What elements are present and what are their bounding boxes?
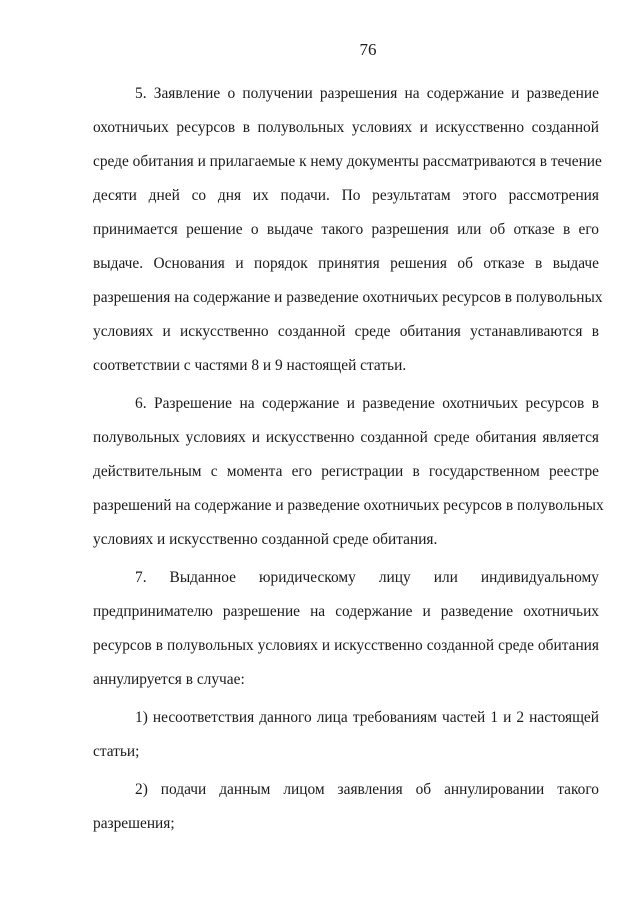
text-line: 5. Заявление о получении разрешения на содержание и разведение [135,85,599,102]
text-line: разрешения; [93,815,175,832]
text-line: разрешения на содержание и разведение охотничьих ресурсов в полувольных [93,289,603,306]
text-line: принимается решение о выдаче такого разрешения или об отказе в его [93,221,599,238]
paragraph-5 [93,77,603,383]
list-item-1 [93,701,599,769]
text-line: действительным с момента его регистрации в государственном реестре [93,463,599,480]
document-body [93,77,604,841]
text-line: ресурсов в полувольных условиях и искусственно созданной среде обитания [93,637,599,654]
paragraph-7 [93,561,599,697]
text-line: разрешений на содержание и разведение охотничьих ресурсов в полувольных [93,497,604,514]
text-line: 1) несоответствия данного лица требованиям частей 1 и 2 настоящей [135,709,599,726]
text-line: десяти дней со дня их подачи. По результатам этого рассмотрения [93,187,599,204]
text-line: условиях и искусственно созданной среде обитания устанавливаются в [93,323,599,340]
text-line: 7. Выданное юридическому лицу или индивидуальному [135,569,599,586]
page-number: 76 [359,40,377,59]
text-line: предпринимателю разрешение на содержание и разведение охотничьих [93,603,599,620]
list-item-2 [93,773,599,841]
text-line: соответствии с частями 8 и 9 настоящей статьи. [93,357,407,374]
text-line: условиях и искусственно созданной среде обитания. [93,531,438,548]
text-line: аннулируется в случае: [93,671,245,688]
text-line: выдаче. Основания и порядок принятия решения об отказе в выдаче [93,255,599,272]
text-line: статьи; [93,743,140,760]
text-line: среде обитания и прилагаемые к нему документы рассматриваются в течение [93,153,602,170]
text-line: 2) подачи данным лицом заявления об аннулировании такого [135,781,599,798]
paragraph-6 [93,387,604,557]
text-line: охотничьих ресурсов в полувольных условиях и искусственно созданной [93,119,599,136]
text-line: полувольных условиях и искусственно созданной среде обитания является [93,429,599,446]
text-line: 6. Разрешение на содержание и разведение охотничьих ресурсов в [135,395,599,412]
